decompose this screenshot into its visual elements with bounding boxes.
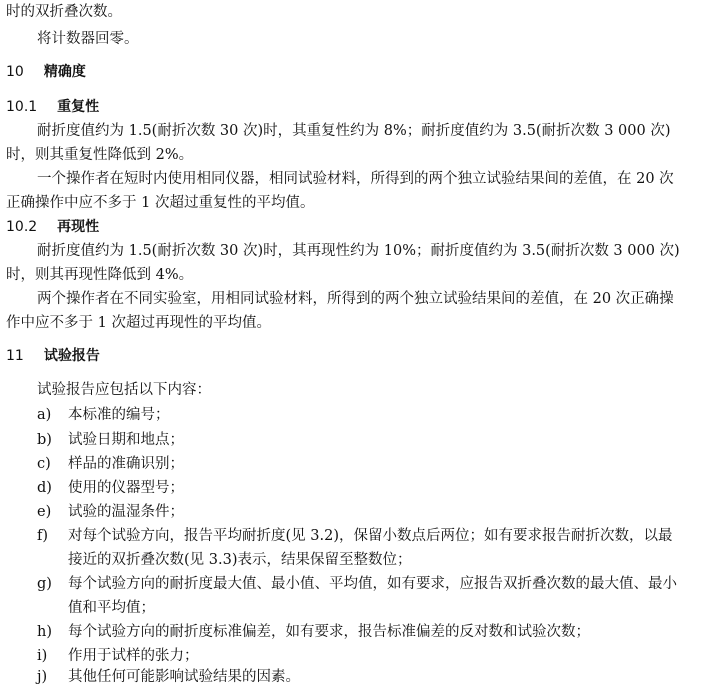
- text-line: 将计数器回零。: [37, 31, 139, 47]
- list-item-label: c): [37, 456, 51, 472]
- paragraph-line: 时，则其再现性降低到 4%。: [6, 267, 194, 283]
- list-item-label: f): [37, 528, 49, 544]
- list-item-text: 样品的准确识别；: [68, 456, 184, 472]
- list-item-label: e): [37, 504, 52, 520]
- report-intro: 试验报告应包括以下内容：: [37, 382, 211, 398]
- list-item-continuation: 值和平均值；: [68, 600, 155, 616]
- list-item-text: 本标准的编号；: [68, 407, 170, 423]
- list-item-label: g): [37, 576, 52, 592]
- list-item-text: 对每个试验方向，报告平均耐折度(见 3.2)，保留小数点后两位；如有要求报告耐折次数，以最: [68, 528, 673, 544]
- list-item-continuation: 接近的双折叠次数(见 3.3)表示，结果保留至整数位；: [68, 552, 412, 568]
- section-title: 重复性: [57, 99, 100, 115]
- list-item-label: d): [37, 480, 52, 496]
- section-number: 10.1: [6, 99, 38, 115]
- paragraph-line: 耐折度值约为 1.5(耐折次数 30 次)时，其再现性约为 10%；耐折度值约为 3.5(耐折次数 3 000 次): [37, 243, 680, 259]
- paragraph-line: 作中应不多于 1 次超过再现性的平均值。: [6, 315, 271, 331]
- section-heading-10-1: [6, 97, 99, 117]
- paragraph-line: 两个操作者在不同实验室，用相同试验材料，所得到的两个独立试验结果间的差值，在 20 次正确操: [37, 291, 674, 307]
- list-item-label: i): [37, 648, 48, 664]
- paragraph-line: 一个操作者在短时内使用相同仪器，相同试验材料，所得到的两个独立试验结果间的差值，在 20 次: [37, 171, 674, 187]
- list-item-text: 使用的仪器型号；: [68, 480, 184, 496]
- section-title: 试验报告: [43, 348, 100, 364]
- paragraph-line: 时，则其重复性降低到 2%。: [6, 147, 194, 163]
- list-item-text: 作用于试样的张力；: [68, 648, 199, 664]
- list-item-text: 其他任何可能影响试验结果的因素。: [68, 669, 300, 685]
- section-heading-10: [6, 62, 86, 82]
- list-item-label: h): [37, 624, 52, 640]
- section-title: 再现性: [57, 219, 100, 235]
- list-item-label: b): [37, 432, 52, 448]
- list-item-text: 每个试验方向的耐折度最大值、最小值、平均值，如有要求，应报告双折叠次数的最大值、最小: [68, 576, 677, 592]
- list-item-text: 试验的温湿条件；: [68, 504, 184, 520]
- section-title: 精确度: [43, 64, 86, 80]
- list-item-label: j): [37, 669, 48, 685]
- paragraph-line: 耐折度值约为 1.5(耐折次数 30 次)时，其重复性约为 8%；耐折度值约为 3.5(耐折次数 3 000 次): [37, 123, 671, 139]
- paragraph-line: 正确操作中应不多于 1 次超过重复性的平均值。: [6, 195, 315, 211]
- list-item-label: a): [37, 407, 52, 423]
- section-number: 11: [6, 348, 24, 364]
- text-line: 时的双折叠次数。: [6, 4, 122, 20]
- section-number: 10: [6, 64, 24, 80]
- list-item-text: 每个试验方向的耐折度标准偏差，如有要求，报告标准偏差的反对数和试验次数；: [68, 624, 590, 640]
- section-number: 10.2: [6, 219, 38, 235]
- section-heading-11: [6, 346, 100, 366]
- section-heading-10-2: [6, 217, 99, 237]
- list-item-text: 试验日期和地点；: [68, 432, 184, 448]
